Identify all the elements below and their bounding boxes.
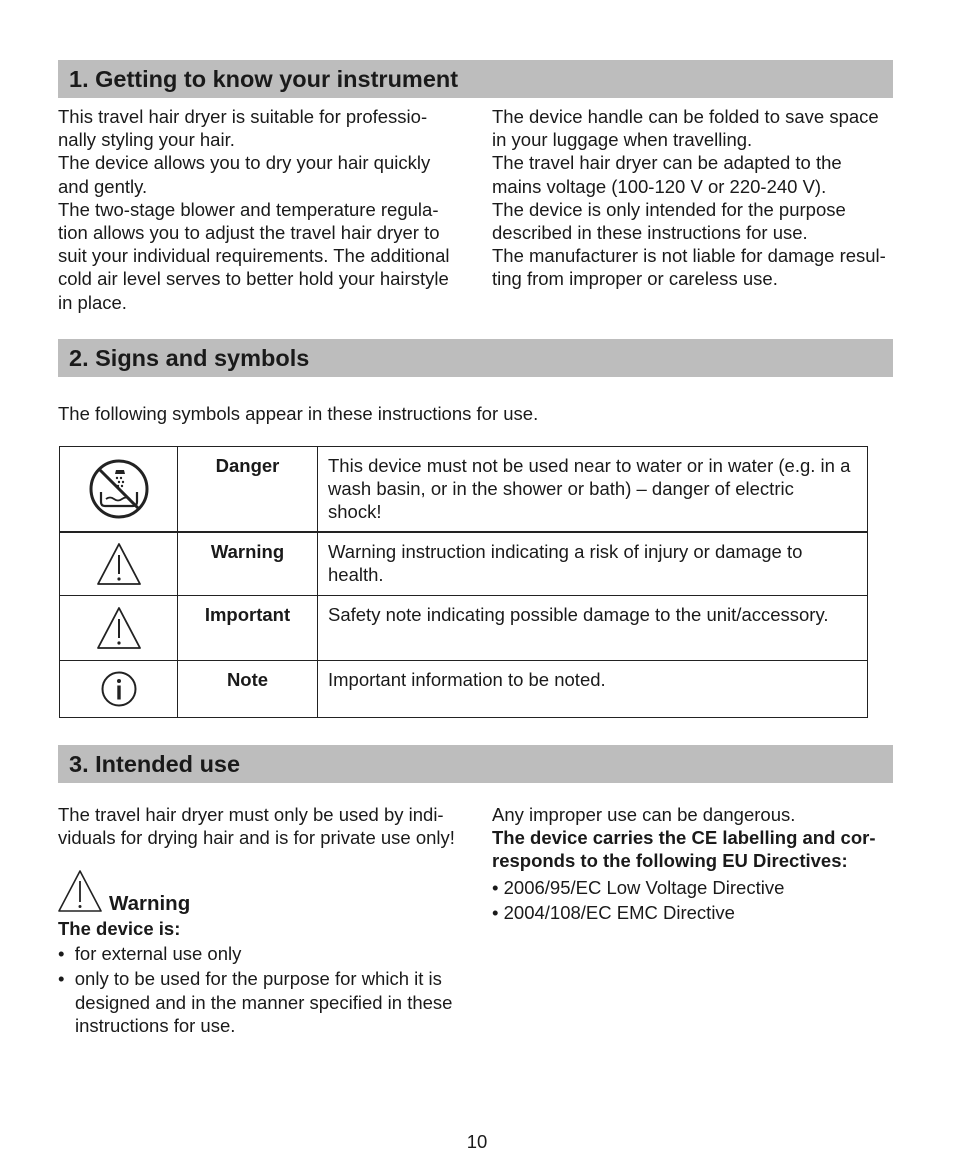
bullet: • [492,876,499,898]
symbol-description [318,596,868,661]
list-item [492,876,912,899]
section-heading-getting-to-know: 1. Getting to know your instrument [58,60,893,98]
ce-text-line: responds to the following EU Directives: [492,850,848,872]
symbol-description [318,447,868,532]
table-row [60,661,868,718]
text-line: Safety note indicating possible damage to the unit/accessory. [328,604,829,626]
warning-triangle-icon [60,541,177,587]
text-line: suit your individual requirements. The additional [58,245,450,267]
text-line: Warning instruction indicating a risk of injury or damage to [328,540,803,562]
table-row [60,596,868,661]
symbol-label: Danger [178,447,318,532]
table-row [60,447,868,532]
symbol-label: Important [178,596,318,661]
symbols-table [59,446,868,718]
text-line: in place. [58,291,127,313]
text-line: This device must not be used near to water or in water (e.g. in a [328,455,851,476]
text-line: nally styling your hair. [58,129,235,151]
list-item [58,942,478,965]
directive: 2004/108/EC EMC Directive [503,901,735,923]
text-line: wash basin, or in the shower or bath) – danger of electric [328,478,794,500]
symbol-cell [60,661,178,718]
warning-title: Warning [109,892,191,915]
symbol-cell [60,596,178,661]
text-line: Important information to be noted. [328,669,606,691]
text-line: viduals for drying hair and is for private use only! [58,827,455,849]
text-line: for external use only [74,943,242,965]
text-line: The device allows you to dry your hair quickly [58,152,431,174]
text-line: The travel hair dryer must only be used by indi- [58,804,444,825]
text-line: tion allows you to adjust the travel hair dryer to [58,222,440,244]
text-line: shock! [328,501,382,523]
device-is-heading: The device is: [58,918,181,939]
text-line: only to be used for the purpose for which it is [74,968,442,990]
text-line: The device is only intended for the purpose [492,198,846,220]
directive: 2006/95/EC Low Voltage Directive [503,876,785,898]
symbol-cell [60,532,178,596]
bullet: • [58,968,65,990]
text-line: health. [328,563,384,585]
text-line: in your luggage when travelling. [492,129,753,151]
ce-text-line: The device carries the CE labelling and cor- [492,827,876,849]
text-line: The two-stage blower and temperature regula- [58,198,439,220]
section-heading-signs-and-symbols: 2. Signs and symbols [58,339,893,377]
section3-right-column [492,803,912,924]
bullet: • [492,901,499,923]
device-is-block [58,917,478,1037]
text-line: designed and in the manner specified in these [75,991,453,1013]
warning-heading [58,869,198,915]
info-icon [60,670,177,708]
section1-left-column [58,105,468,314]
list-item [58,967,478,1037]
symbol-label: Warning [178,532,318,596]
text-line: described in these instructions for use. [492,222,808,244]
text-line: The travel hair dryer can be adapted to the [492,152,842,174]
warning-triangle-icon [58,869,102,913]
text-line: and gently. [58,175,148,197]
warning-triangle-icon [60,605,177,651]
symbol-description [318,661,868,718]
text-line: The manufacturer is not liable for damage resul- [492,245,886,267]
section-heading-intended-use: 3. Intended use [58,745,893,783]
symbol-description [318,532,868,596]
section1-right-column [492,105,902,291]
page-number: 10 [466,1131,488,1152]
symbol-label: Note [178,661,318,718]
text-line: cold air level serves to better hold your hairstyle [58,268,449,290]
symbol-cell [60,447,178,532]
table-row [60,532,868,596]
symbols-intro-text: The following symbols appear in these instructions for use. [58,403,539,424]
text-line: instructions for use. [75,1014,236,1036]
section3-left-column [58,803,478,849]
text-line: This travel hair dryer is suitable for professio- [58,106,428,127]
no-water-icon [60,458,177,520]
list-item [492,901,912,924]
text-line: The device handle can be folded to save space [492,106,879,127]
bullet: • [58,943,65,965]
text-line: mains voltage (100-120 V or 220-240 V). [492,175,827,197]
text-line: Any improper use can be dangerous. [492,804,796,825]
text-line: ting from improper or careless use. [492,268,778,290]
